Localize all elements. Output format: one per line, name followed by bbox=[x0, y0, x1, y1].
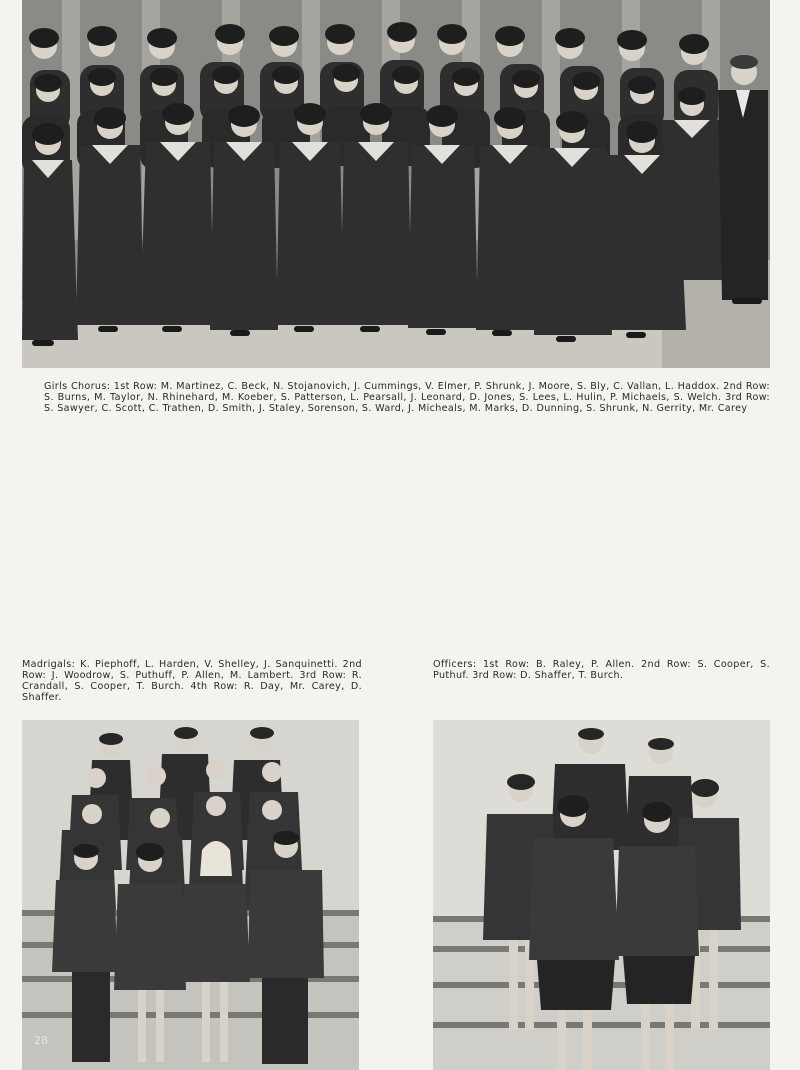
girls-chorus-caption: Girls Chorus: 1st Row: M. Martinez, C. Beck, N. Stojanovich, J. Cummings, V. Elmer, P. Shrunk, J. Moore, S. Bly, C. Vallan, L. Haddox. 2nd Row: S. Burns, M. Taylor, N. Rhinehard, M. Koeber, S. Patterson, L. Pearsall, J. Leonard, D. Jones, S. Lees, L. Hulin, P. Michaels, S. Welch. 3rd Row: S. Sawyer, C. Scott, C. Trathen, D. Smith, J. Staley, Sorenson, S. Ward, J. Micheals, M. Marks, D. Dunning, S. Shrunk, N. Gerrity, Mr. Carey bbox=[44, 381, 770, 414]
girls-chorus-photo bbox=[22, 0, 770, 368]
officers-photo bbox=[433, 720, 770, 1070]
page-number: 28 bbox=[34, 1034, 48, 1047]
madrigals-caption: Madrigals: K. Piephoff, L. Harden, V. Shelley, J. Sanquinetti. 2nd Row: J. Woodrow, S. Puthuff, P. Allen, M. Lambert. 3rd Row: R. Crandall, S. Cooper, T. Burch. 4th Row: R. Day, Mr. Carey, D. Shaffer. bbox=[22, 659, 362, 703]
madrigals-photo bbox=[22, 720, 359, 1070]
officers-caption: Officers: 1st Row: B. Raley, P. Allen. 2nd Row: S. Cooper, S. Puthuf. 3rd Row: D. Shaffer, T. Burch. bbox=[433, 659, 770, 681]
